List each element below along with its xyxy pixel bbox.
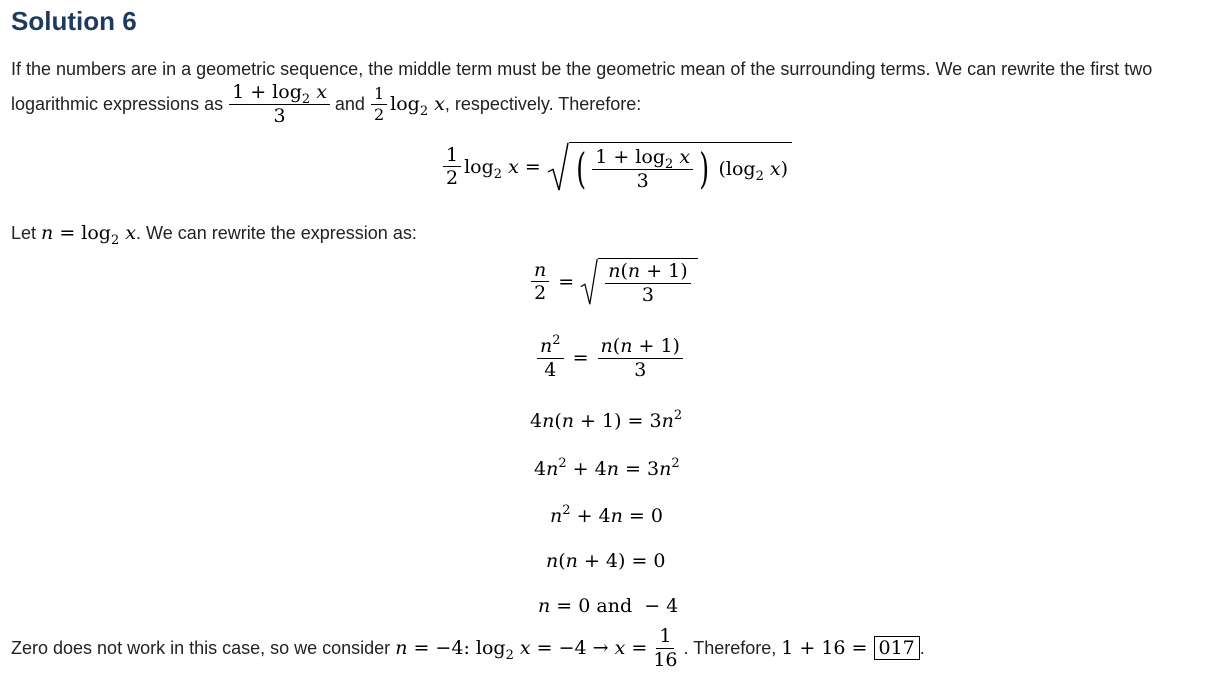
- let-text-b: . We can rewrite the expression as:: [136, 223, 417, 243]
- equation-geometric-mean: $\frac{1}{2}$ $\log_2 x$ = ( $\frac{1 + \log_2 x}{3}$ ) ($\log_2$ x): [440, 142, 792, 192]
- final-answer-box: 017: [874, 636, 920, 660]
- intro-text-b: , respectively. Therefore:: [444, 93, 642, 114]
- equation-solutions: n = 0 and − 4: [538, 595, 679, 617]
- conclusion-text-a: Zero does not work in this case, so we consider: [11, 637, 391, 658]
- intro-line-1: If the numbers are in a geometric sequence, the middle term must be the geometric mean of the surrounding terms. We can rewrite the first two: [11, 59, 1153, 79]
- equation-4n-n-plus-1: $4n(n + 1) = 3n^2$: [530, 408, 683, 432]
- equation-n2-plus-4n: $n^2 + 4n = 0$: [550, 503, 663, 527]
- fraction-one-half: $\frac{1}{2}$: [371, 85, 387, 123]
- equation-expanded: $4n^2 + 4n = 3n^2$: [534, 456, 680, 480]
- intro-text-and: and: [334, 93, 365, 114]
- let-text-a: Let: [11, 223, 37, 243]
- log2x-expression: $\log_2 x$: [390, 93, 445, 120]
- solution-heading: Solution 6: [11, 6, 137, 36]
- intro-text-a: logarithmic expressions as: [11, 93, 224, 114]
- sqrt-sign: [547, 142, 569, 192]
- conclusion-line: Zero does not work in this case, so we consider n = −4: $\log_2 x = -4 \to x$ = $\frac{1}{16}$ . Therefore, 1 + 16 = 017 .: [11, 625, 925, 671]
- and-word: and: [596, 595, 633, 617]
- conclusion-text-b: . Therefore,: [683, 637, 777, 658]
- fraction-one-sixteenth: $\frac{1}{16}$: [653, 625, 678, 671]
- let-line: Let $n = \log_2 x$. We can rewrite the expression as:: [11, 222, 417, 248]
- fraction-one-plus-log-over-3: $\frac{1 + \log_2 x}{3}$: [229, 82, 330, 127]
- equation-n-squared-over-4: $\frac{n^2}{4}$ = $\frac{n(n + 1)}{3}$: [534, 336, 686, 381]
- equation-n-over-2: $\frac{n}{2}$ = $\frac{n(n + 1)}{3}$: [528, 258, 698, 306]
- equation-factored: n(n + 4) = 0: [546, 550, 666, 572]
- intro-line-2: [11, 82, 641, 127]
